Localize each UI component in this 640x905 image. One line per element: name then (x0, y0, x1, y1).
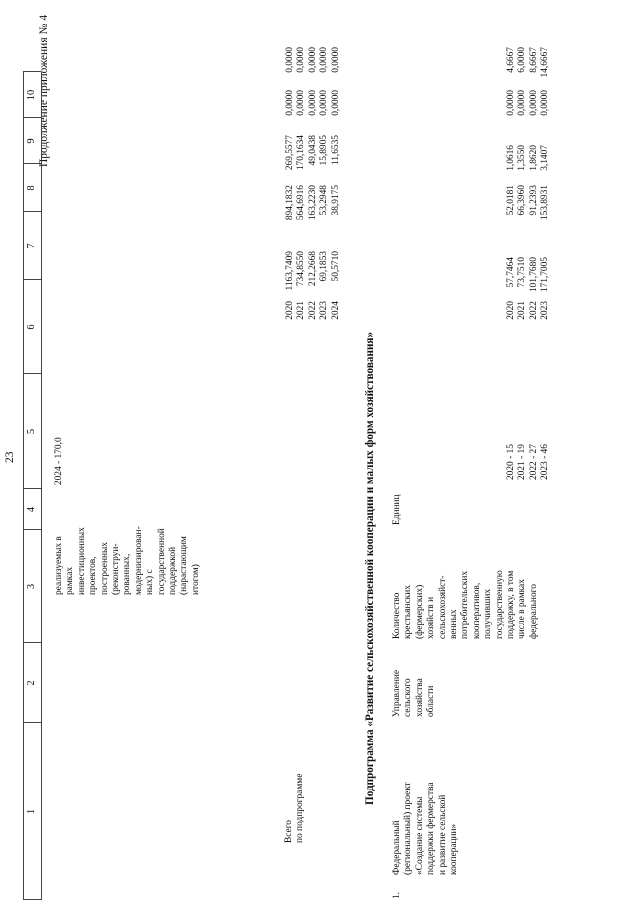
row-1-number: 1. (392, 891, 402, 899)
header-bottom-rule (41, 72, 42, 900)
row-1-responsible: Управление сельского хозяйства области (392, 669, 437, 717)
row-1-unit: Единиц (392, 494, 402, 525)
row-1-col9-values: 0,0000 0,0000 0,0000 0,0000 (506, 90, 551, 116)
col-header-7: 7 (26, 243, 37, 249)
col-header-5: 5 (26, 428, 37, 435)
row-1-indicator: Количество крестьянских (фермерских) хозяйств и сельскохозяйст- венных потребительских кооперативов, получивших государственную поддержку, в том числе в рамках федерального (392, 570, 539, 639)
row-1-years: 2020 2021 2022 2023 (506, 301, 551, 320)
page-number: 23 (4, 451, 16, 463)
continuation-label: Продолжение приложения № 4 (38, 14, 50, 167)
row-1-col7-values: 52,0181 66,3960 91,2393 153,8931 (506, 185, 551, 221)
row-1-col8-values: 1,0616 1,3550 1,8620 3,1407 (506, 145, 551, 171)
total-col8-values: 269,5577 170,1634 49,0438 15,8905 11,6535 (285, 135, 341, 171)
total-col9-values: 0,0000 0,0000 0,0000 0,0000 0,0000 (285, 90, 341, 116)
row-1-col10-values: 4,6667 6,0000 8,6667 14,6667 (506, 47, 551, 78)
row-1-col6-values: 57,7464 73,7510 101,7680 171,7005 (506, 257, 551, 293)
col-header-3: 3 (26, 583, 37, 590)
total-years: 2020 2021 2022 2023 2024 (285, 301, 341, 320)
total-col10-values: 0,0000 0,0000 0,0000 0,0000 0,0000 (285, 47, 341, 73)
row-1-project-name: Федеральный (региональный) проект «Создание системы поддержки фермерства и развитие сельской кооперации» (392, 782, 460, 875)
subprogram-total-label: Всего по подпрограмме (284, 773, 306, 843)
header-top-rule (23, 72, 24, 900)
col-header-4: 4 (26, 506, 37, 513)
col-header-6: 6 (26, 324, 37, 330)
col-header-8: 8 (26, 185, 37, 191)
col-header-1: 1 (26, 808, 37, 815)
col-header-10: 10 (26, 89, 37, 101)
total-col6-values: 1163,7409 734,8550 212,2668 69,1853 50,5710 (285, 251, 341, 291)
target-value-2024: 2024 - 170,0 (54, 437, 64, 485)
total-col7-values: 894,1832 564,6916 163,2230 53,2948 38,9175 (285, 185, 341, 221)
col-header-2: 2 (26, 680, 37, 686)
subprogram-title: Подпрограмма «Развитие сельскохозяйственной кооперации и малых форм хозяйствования» (364, 331, 376, 805)
indicator-description-cont: реализуемых в рамках инвестиционных проектов, построенных (реконструи- рованных, модернизирован- ных) с государственной поддержкой (нарастающим итогом) (54, 526, 201, 595)
col-header-9: 9 (26, 138, 37, 144)
row-1-targets: 2020 - 15 2021 - 19 2022 - 27 2023 - 46 (506, 444, 551, 480)
